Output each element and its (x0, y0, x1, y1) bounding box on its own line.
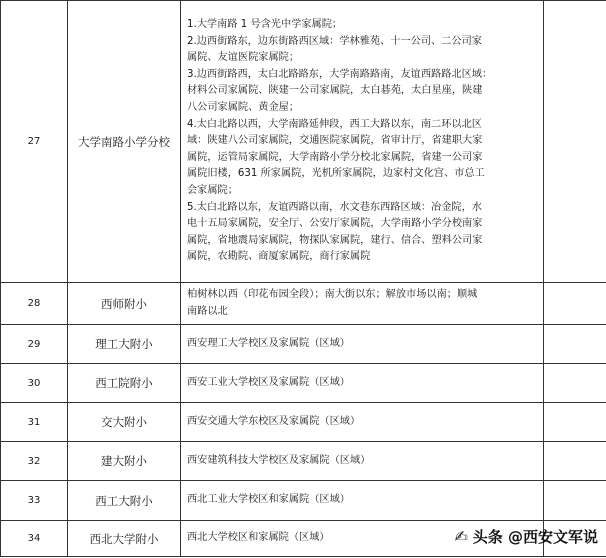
school-name: 理工大附小 (68, 325, 181, 364)
zone-area (181, 364, 544, 403)
zone-area-line: 西北工业大学校区和家属院（区域） (187, 494, 350, 506)
zone-area (181, 403, 544, 442)
school-name: 西工院附小 (68, 364, 181, 403)
zone-area (181, 1, 544, 283)
zone-area-line: 属院，省地震局家属院，物探队家属院，建行、信合、塑料公司家 (187, 234, 483, 246)
zone-area-line: 材料公司家属院、陕建一公司家属院，太白碁苑，太白星座，陕建 (187, 85, 483, 97)
watermark-text: 头条 @西安文军说 (472, 527, 598, 546)
table-row (1, 481, 606, 521)
zone-area-line: 域：陕建八公司家属院，交通医院家属院，省审计厅，省建职大家 (187, 135, 483, 147)
table-row (1, 1, 606, 283)
watermark (454, 523, 598, 549)
row-number: 31 (1, 403, 68, 442)
school-name: 大学南路小学分校 (68, 1, 181, 283)
remarks-cell (544, 403, 606, 442)
zone-area (181, 283, 544, 325)
school-name: 西北大学附小 (68, 521, 181, 557)
zone-area-line: 南路以北 (187, 305, 228, 317)
zone-area-line: 西安理工大学校区及家属院（区域） (187, 337, 350, 349)
remarks-cell (544, 1, 606, 283)
remarks-cell (544, 481, 606, 521)
school-name: 建大附小 (68, 442, 181, 481)
zone-area-line: 属院旧楼，631 所家属院，光机所家属院，边家村文化宫、市总工 (187, 168, 485, 180)
remarks-cell (544, 325, 606, 364)
zone-area-line: 西安交通大学东校区及家属院（区域） (187, 415, 361, 427)
school-name: 西工大附小 (68, 481, 181, 521)
row-number: 32 (1, 442, 68, 481)
row-number: 29 (1, 325, 68, 364)
zone-area-line: 5.太白北路以东，友谊西路以南，水文巷东西路区域：冶金院，水 (187, 201, 482, 213)
row-number: 28 (1, 283, 68, 325)
school-name: 交大附小 (68, 403, 181, 442)
school-name: 西师附小 (68, 283, 181, 325)
remarks-cell (544, 283, 606, 325)
table-row (1, 442, 606, 481)
row-number: 33 (1, 481, 68, 521)
zone-area (181, 325, 544, 364)
signature-scribble-icon: ✍ (454, 526, 468, 546)
row-number: 27 (1, 1, 68, 283)
zone-area-line: 3.边西街路西，太白北路路东，大学南路路南，友谊西路路北区域： (187, 68, 493, 80)
zone-area (181, 481, 544, 521)
zone-area-line: 属院、友谊医院家属院； (187, 52, 300, 64)
zone-area-line: 会家属院； (187, 184, 238, 196)
remarks-cell (544, 442, 606, 481)
table-row (1, 403, 606, 442)
row-number: 34 (1, 521, 68, 557)
zone-area-line: 西安建筑科技大学校区及家属院（区域） (187, 454, 371, 466)
zone-area-line: 2.边西街路东，边东街路西区域：学林雅苑、十一公司、二公司家 (187, 35, 482, 47)
zone-area-line: 属院，农勘院、商厦家属院，商行家属院 (187, 251, 371, 263)
table-row (1, 283, 606, 325)
zone-area-line: 柏树林以西（印花布园全段）；南大街以东；解放市场以南；顺城 (187, 288, 478, 300)
zone-area-line: 1.大学南路 1 号含光中学家属院； (187, 19, 343, 31)
zone-area-line: 电十五局家属院，安全厅、公安厅家属院，大学南路小学分校南家 (187, 218, 483, 230)
table-row (1, 325, 606, 364)
zone-area-line: 4.太白北路以西，大学南路延伸段，西工大路以东，南二环以北区 (187, 118, 482, 130)
zone-area-line: 西北大学校区和家属院（区域） (187, 532, 330, 544)
table-row (1, 364, 606, 403)
table-body (1, 1, 606, 557)
zone-area (181, 442, 544, 481)
row-number: 30 (1, 364, 68, 403)
zone-area-line: 八公司家属院、黄金屋； (187, 102, 300, 114)
zone-area-line: 西安工业大学校区及家属院（区域） (187, 376, 350, 388)
remarks-cell (544, 364, 606, 403)
zone-area-line: 属院，运管局家属院，大学南路小学分校北家属院，省建一公司家 (187, 151, 483, 163)
